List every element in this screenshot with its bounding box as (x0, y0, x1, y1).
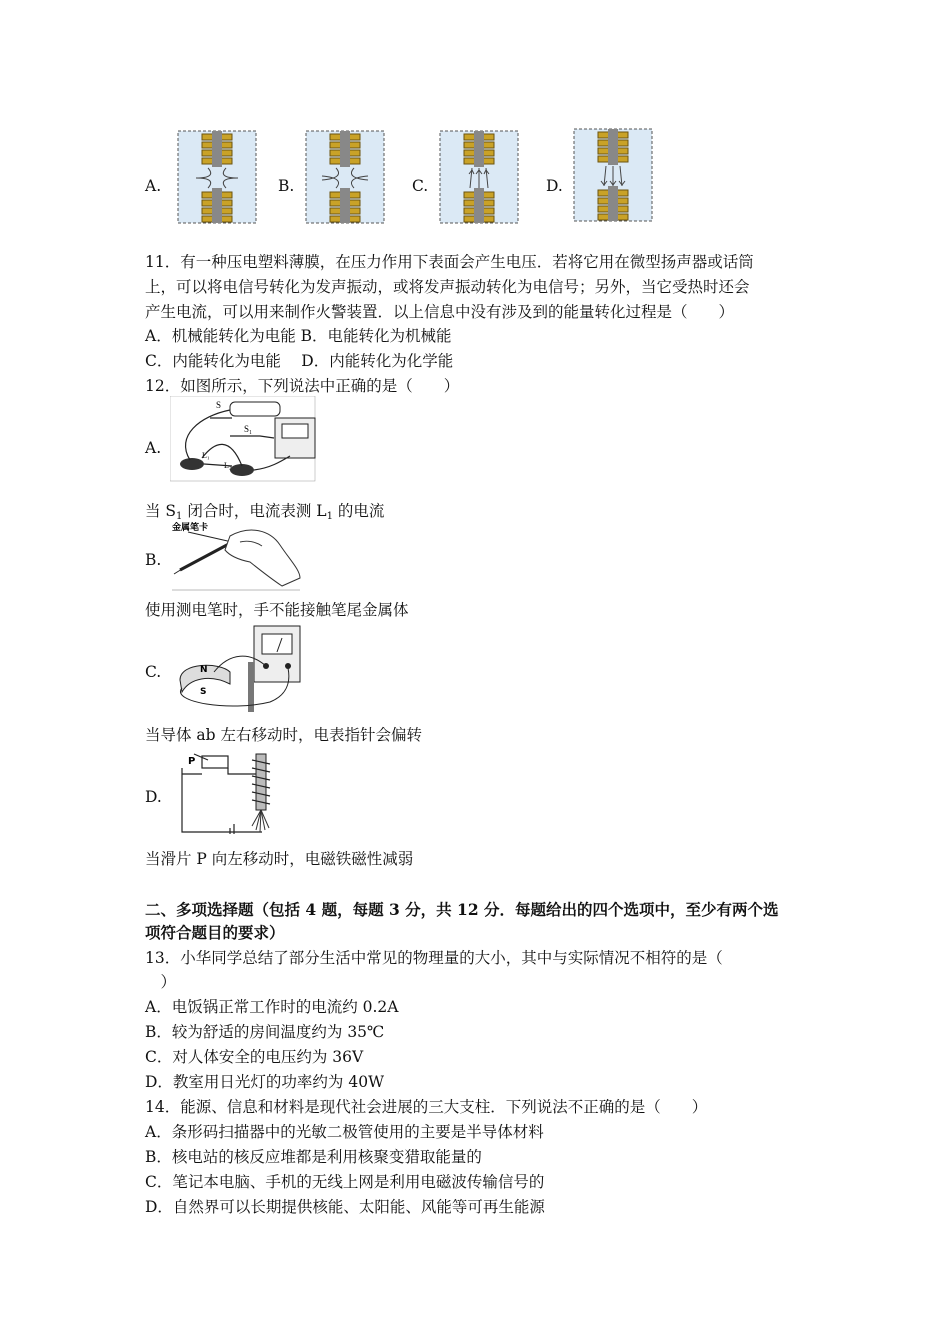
svg-text:S₁: S₁ (244, 424, 253, 434)
induction-icon (170, 622, 302, 712)
q10-option-c-label: C. (412, 177, 429, 195)
svg-text:S: S (216, 400, 222, 410)
q11-option-ab: A．机械能转化为电能 B．电能转化为机械能 (145, 327, 452, 345)
q10-option-d-label: D. (546, 177, 563, 195)
magnet-field-option-b (300, 128, 388, 226)
svg-text:S: S (200, 687, 207, 697)
section2-heading-line-1: 二、多项选择题（包括 4 题，每题 3 分，共 12 分．每题给出的四个选项中，至少有两个选 (145, 900, 779, 919)
q10-option-b-label: B. (278, 177, 295, 195)
magnet-field-option-c (434, 128, 522, 226)
q13-stem-line-2: ） (145, 973, 177, 991)
q12-stem: 12．如图所示，下列说法中正确的是（ ） (145, 377, 460, 395)
magnet-field-option-a (172, 128, 260, 226)
svg-text:P: P (188, 756, 196, 767)
svg-text:L₂: L₂ (224, 461, 232, 470)
electromagnet-icon (172, 750, 280, 834)
q13-option-c: C．对人体安全的电压约为 36V (145, 1048, 364, 1066)
q12-option-d-text: 当滑片 P 向左移动时，电磁铁磁性减弱 (145, 850, 414, 868)
q14-stem: 14．能源、信息和材料是现代社会进展的三大支柱．下列说法不正确的是（ ） (145, 1098, 708, 1116)
q12-option-b-text: 使用测电笔时，手不能接触笔尾金属体 (145, 601, 409, 619)
q12-option-d-label: D. (145, 788, 162, 806)
q10-option-a-label: A. (145, 177, 162, 195)
test-pencil-label: 金属笔卡 (172, 523, 209, 533)
q12-option-a-text: 当 $S_1$ 闭合时，电流表测 $L_1$ 的电流 (145, 502, 385, 522)
q14-option-d: D．自然界可以长期提供核能、太阳能、风能等可再生能源 (145, 1198, 545, 1216)
q11-stem-line-1: 11．有一种压电塑料薄膜，在压力作用下表面会产生电压．若将它用在微型扬声器或话筒 (145, 253, 754, 271)
q12-option-a-label: A. (145, 439, 162, 457)
q12-option-c-label: C. (145, 663, 162, 681)
test-pencil-icon (170, 520, 302, 592)
q11-option-cd: C．内能转化为电能 D．内能转化为化学能 (145, 352, 454, 370)
q14-option-b: B．核电站的核反应堆都是利用核聚变猎取能量的 (145, 1148, 482, 1166)
q14-option-a: A．条形码扫描器中的光敏二极管使用的主要是半导体材料 (145, 1123, 544, 1141)
svg-text:N: N (200, 665, 208, 675)
q13-option-a: A．电饭锅正常工作时的电流约 0.2A (145, 998, 399, 1016)
circuit-icon (170, 396, 316, 482)
svg-text:L₁: L₁ (202, 451, 210, 460)
q12-option-b-label: B. (145, 551, 162, 569)
q13-option-b: B．较为舒适的房间温度约为 35℃ (145, 1023, 385, 1041)
q11-stem-line-2: 上，可以将电信号转化为发声振动，或将发声振动转化为电信号；另外，当它受热时还会 (145, 278, 750, 296)
section2-heading-line-2: 项符合题目的要求） (145, 923, 285, 942)
q13-option-d: D．教室用日光灯的功率约为 40W (145, 1073, 385, 1091)
q13-stem-line-1: 13．小华同学总结了部分生活中常见的物理量的大小，其中与实际情况不相符的是（ (145, 949, 723, 967)
q12-option-c-text: 当导体 ab 左右移动时，电表指针会偏转 (145, 726, 423, 744)
magnet-field-option-d (568, 126, 656, 224)
q14-option-c: C．笔记本电脑、手机的无线上网是利用电磁波传输信号的 (145, 1173, 545, 1191)
q11-stem-line-3: 产生电流，可以用来制作火警装置．以上信息中没有涉及到的能量转化过程是（ ） (145, 303, 735, 321)
